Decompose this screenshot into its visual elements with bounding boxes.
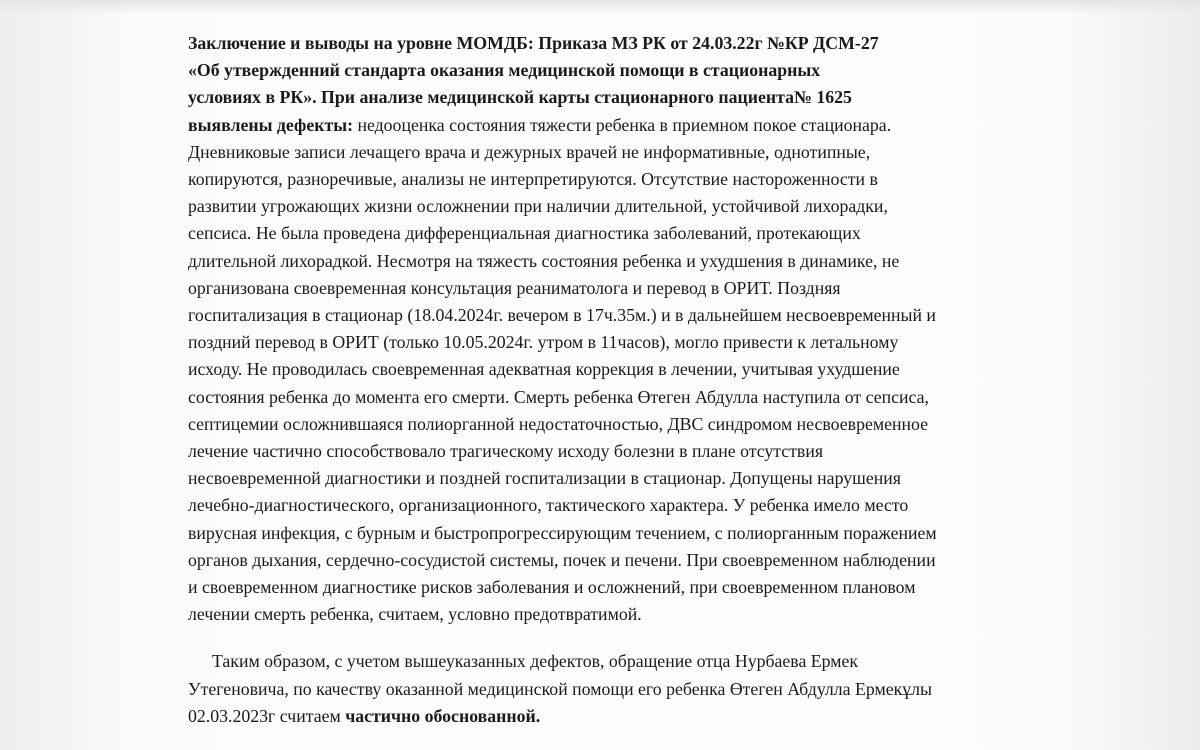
body-line: лечебно-диагностического, организационного, тактического характера. У ребенка имело место (188, 495, 909, 516)
body-line: копируются, разноречивые, анализы не интерпретируются. Отсутствие настороженности в (188, 169, 878, 190)
body-line: госпитализация в стационар (18.04.2024г. вечером в 17ч.35м.) и в дальнейшем несвоевременный и (188, 305, 936, 326)
body-line: вирусная инфекция, с бурным и быстропрогрессирующим течением, с полиорганным поражением (188, 522, 937, 543)
document-body (188, 30, 1058, 730)
body-line: состояния ребенка до момента его смерти. Смерть ребенка Өтеген Абдулла наступила от сепсиса, (188, 386, 929, 407)
body-line: организована своевременная консультация реаниматолога и перевод в ОРИТ. Поздняя (188, 277, 841, 298)
summary-line-2: Утегеновича, по качеству оказанной медицинской помощи его ребенка Өтеген Абдулла Ермекұлы (188, 678, 932, 699)
defects-label: выявлены дефекты: (188, 114, 353, 135)
body-line: несвоевременной диагностики и поздней госпитализации в стационар. Допущены нарушения (188, 468, 901, 489)
body-line: длительной лихорадкой. Несмотря на тяжесть состояния ребенка и ухудшения в динамике, не (188, 250, 900, 271)
heading-line-1: Заключение и выводы на уровне МОМДБ: Приказа МЗ РК от 24.03.22г №КР ДСМ-27 (188, 33, 879, 53)
body-line: органов дыхания, сердечно-сосудистой системы, почек и печени. При своевременном наблюдении (188, 549, 936, 570)
body-line: поздний перевод в ОРИТ (только 10.05.2024г. утром в 11часов), могло привести к летальному (188, 332, 899, 353)
body-line: лечение частично способствовало трагическому исходу болезни в плане отсутствия (188, 441, 824, 462)
summary-line-3: 02.03.2023г считаем (188, 705, 346, 726)
body-line: септицемии осложнившаяся полиорганной недостаточностью, ДВС синдромом несвоевременное (188, 413, 929, 434)
body-line: развитии угрожающих жизни осложнении при наличии длительной, устойчивой лихорадки, (188, 196, 888, 217)
body-line: сепсиса. Не была проведена дифференциальная диагностика заболеваний, протекающих (188, 223, 861, 244)
body-line: исходу. Не проводилась своевременная адекватная коррекция в лечении, учитывая ухудшение (188, 359, 900, 380)
verdict-text: частично обоснованной. (345, 705, 541, 726)
summary-paragraph (188, 648, 1058, 730)
body-line: недооценка состояния тяжести ребенка в приемном покое стационара. (353, 114, 892, 135)
conclusion-paragraph (188, 30, 1058, 628)
body-line: лечении смерть ребенка, считаем, условно предотвратимой. (188, 604, 642, 625)
body-line: Дневниковые записи лечащего врача и дежурных врачей не информативные, однотипные, (188, 141, 871, 162)
heading-line-2: «Об утвержденний стандарта оказания медицинской помощи в стационарных (188, 60, 821, 81)
heading-line-3: условиях в РК». При анализе медицинской карты стационарного пациента№ 1625 (188, 87, 852, 108)
summary-line-1: Таким образом, с учетом вышеуказанных дефектов, обращение отца Нурбаева Ермек (212, 651, 859, 672)
scan-edge-shadow (0, 0, 1200, 14)
body-line: и своевременном диагностике рисков заболевания и осложнений, при своевременном плановом (188, 577, 916, 598)
